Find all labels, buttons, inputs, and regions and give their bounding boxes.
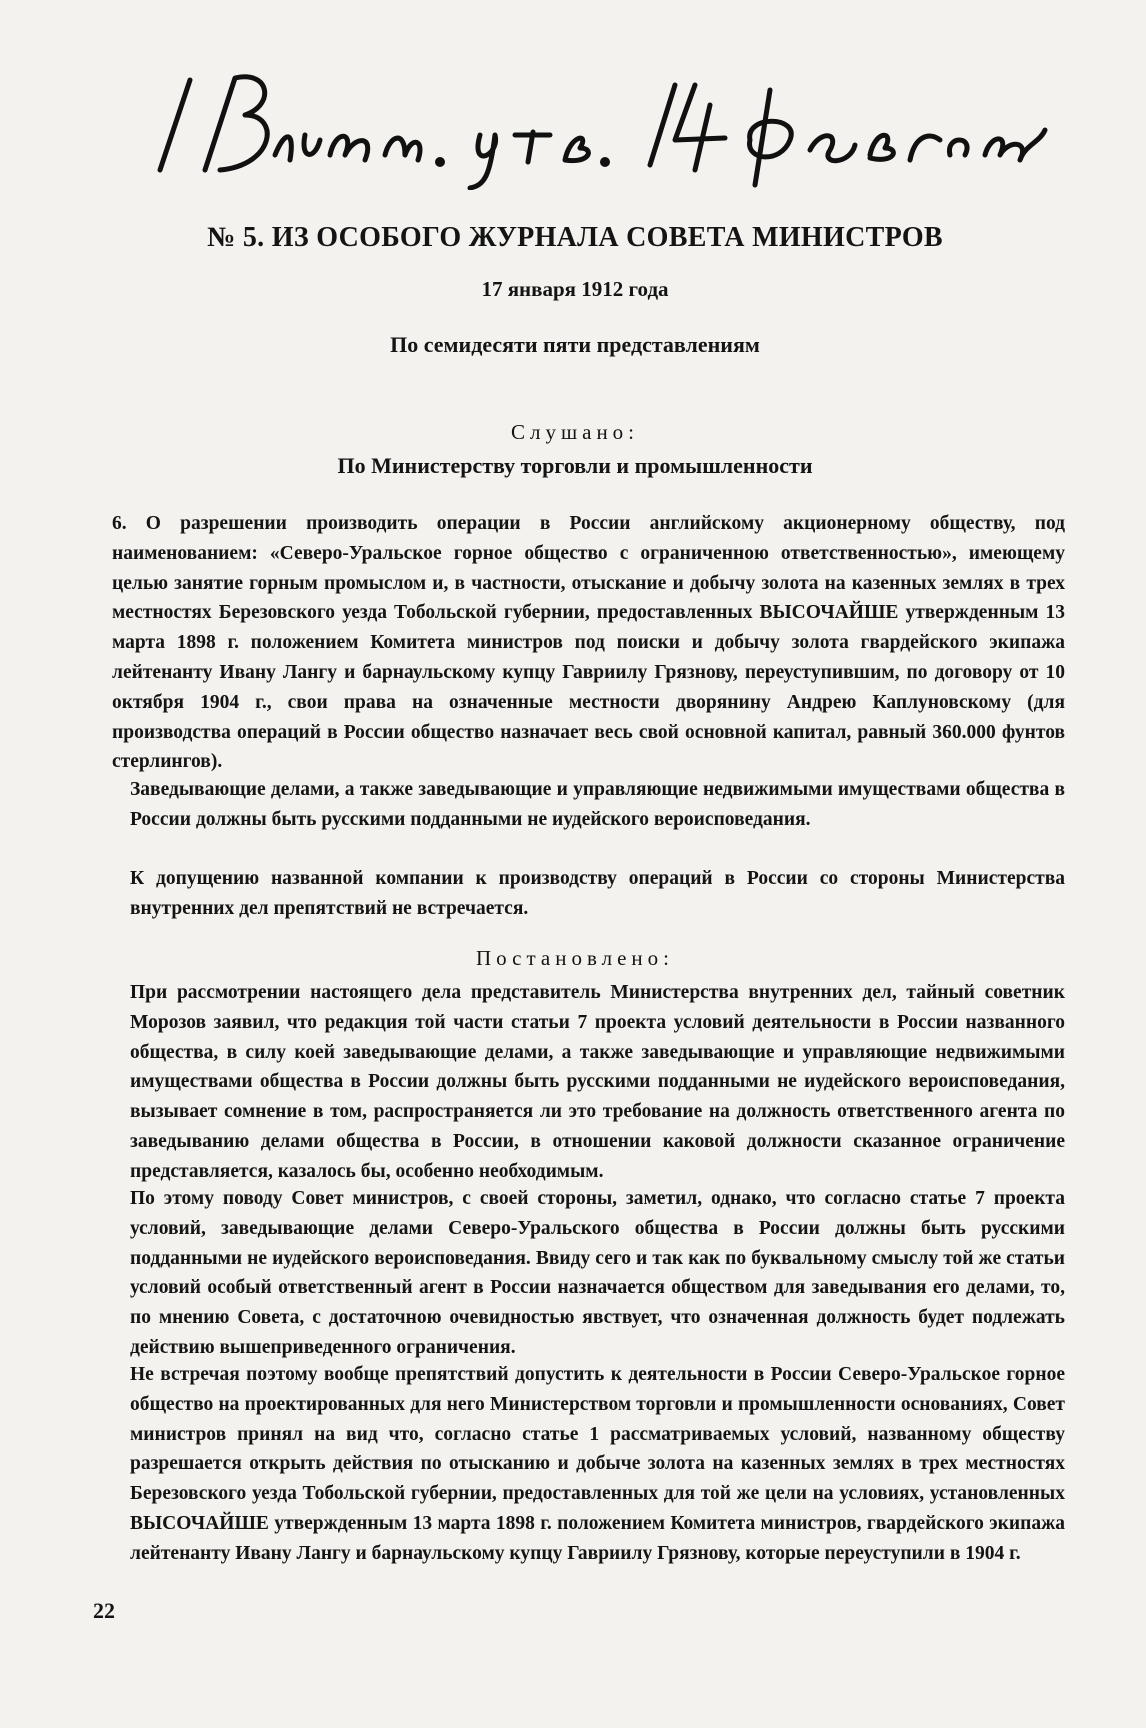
paragraph-council-decision: Не встречая поэтому вообще препятствий допустить к деятельности в России Северо-Уральское горное общество на проектированных для него Министерством торговли и промышленности основаниях, Совет министров принял на вид что, согласно статье 1 рассматриваемых условий, названному обществу разрешается открыть действия по отысканию и добыче золота на казенных землях в трех местностях Березовского уезда Тобольской губернии, предоставленных для той же цели на условиях, установленных ВЫСОЧАЙШЕ утвержденным 13 марта 1898 г. положением Комитета министров, гвардейского экипажа лейтенанту Ивану Лангу и барнаульскому купцу Гавриилу Грязнову, которые переуступили в 1904 г. <box>130 1364 1065 1564</box>
paragraph-item-6: 6. О разрешении производить операции в России английскому акционерному обществу, под наименованием: «Северо-Уральское горное общество с ограниченною ответственностью», имеющему целью занятие горным промыслом и, в частности, отыскание и добычу золота на казенных землях в трех местностях Березовского уезда Тобольской губернии, предоставленных ВЫСОЧАЙШЕ утвержденным 13 марта 1898 г. положением Комитета министров под поиски и добычу золота гвардейского экипажа лейтенанту Ивану Лангу и барнаульскому купцу Гавриилу Грязнову, переуступившим, по договору от 10 октября 1904 г., свои права на означенные местности дворянину Андрею Каплуновскому (для производства операций в России общество назначает весь свой основной капитал, равный 360.000 фунтов стерлингов). <box>112 513 1065 773</box>
section-resolved-label: Постановлено: <box>475 946 674 970</box>
handwritten-note-graphic <box>150 60 1050 190</box>
paragraph-management-requirement: Заведывающие делами, а также заведывающие и управляющие недвижимыми имуществами общества в России должны быть русскими подданными не иудейского вероисповедания. <box>130 779 1065 830</box>
section-ministry-heading: По Министерству торговли и промышленности <box>337 453 813 478</box>
document-date: 17 января 1912 года <box>481 277 669 301</box>
paragraph-morozov-statement: При рассмотрении настоящего дела представитель Министерства внутренних дел, тайный советник Морозов заявил, что редакция той части статьи 7 проекта условий деятельности в России названного общества, в силу коей заведывающие делами, а также заведывающие и управляющие недвижимыми имуществами общества в России должны быть русскими подданными не иудейского вероисповедания, вызывает сомнение в том, распространяется ли это требование на должность ответственного агента по заведыванию делами общества в России, в отношении каковой должности сказанное ограничение представляется, казалось бы, особенно необходимым. <box>130 982 1065 1182</box>
page-number: 22 <box>93 1598 115 1623</box>
section-heard-label: Слушано: <box>510 420 640 444</box>
paragraph-interior-ministry: К допущению названной компании к производству операций в России со стороны Министерства внутренних дел препятствий не встречается. <box>130 868 1065 919</box>
document-subject: По семидесяти пяти представлениям <box>390 332 760 357</box>
handwritten-note-text: Высоч. утв. 14 февраля <box>600 185 610 186</box>
document-title: № 5. ИЗ ОСОБОГО ЖУРНАЛА СОВЕТА МИНИСТРОВ <box>207 222 943 253</box>
handwritten-annotation <box>150 60 1050 190</box>
paragraph-council-remark: По этому поводу Совет министров, с своей стороны, заметил, однако, что согласно статье 7 проекта условий, заведывающие делами Северо-Уральского общества в России должны быть русскими подданными не иудейского вероисповедания. Ввиду сего и так как по буквальному смыслу той же статьи условий особый ответственный агент в России назначается обществом для заведывания его делами, то, по мнению Совета, с достаточною очевидностью явствует, что означенная должность будет подлежать действию вышеприведенного ограничения. <box>130 1188 1065 1358</box>
